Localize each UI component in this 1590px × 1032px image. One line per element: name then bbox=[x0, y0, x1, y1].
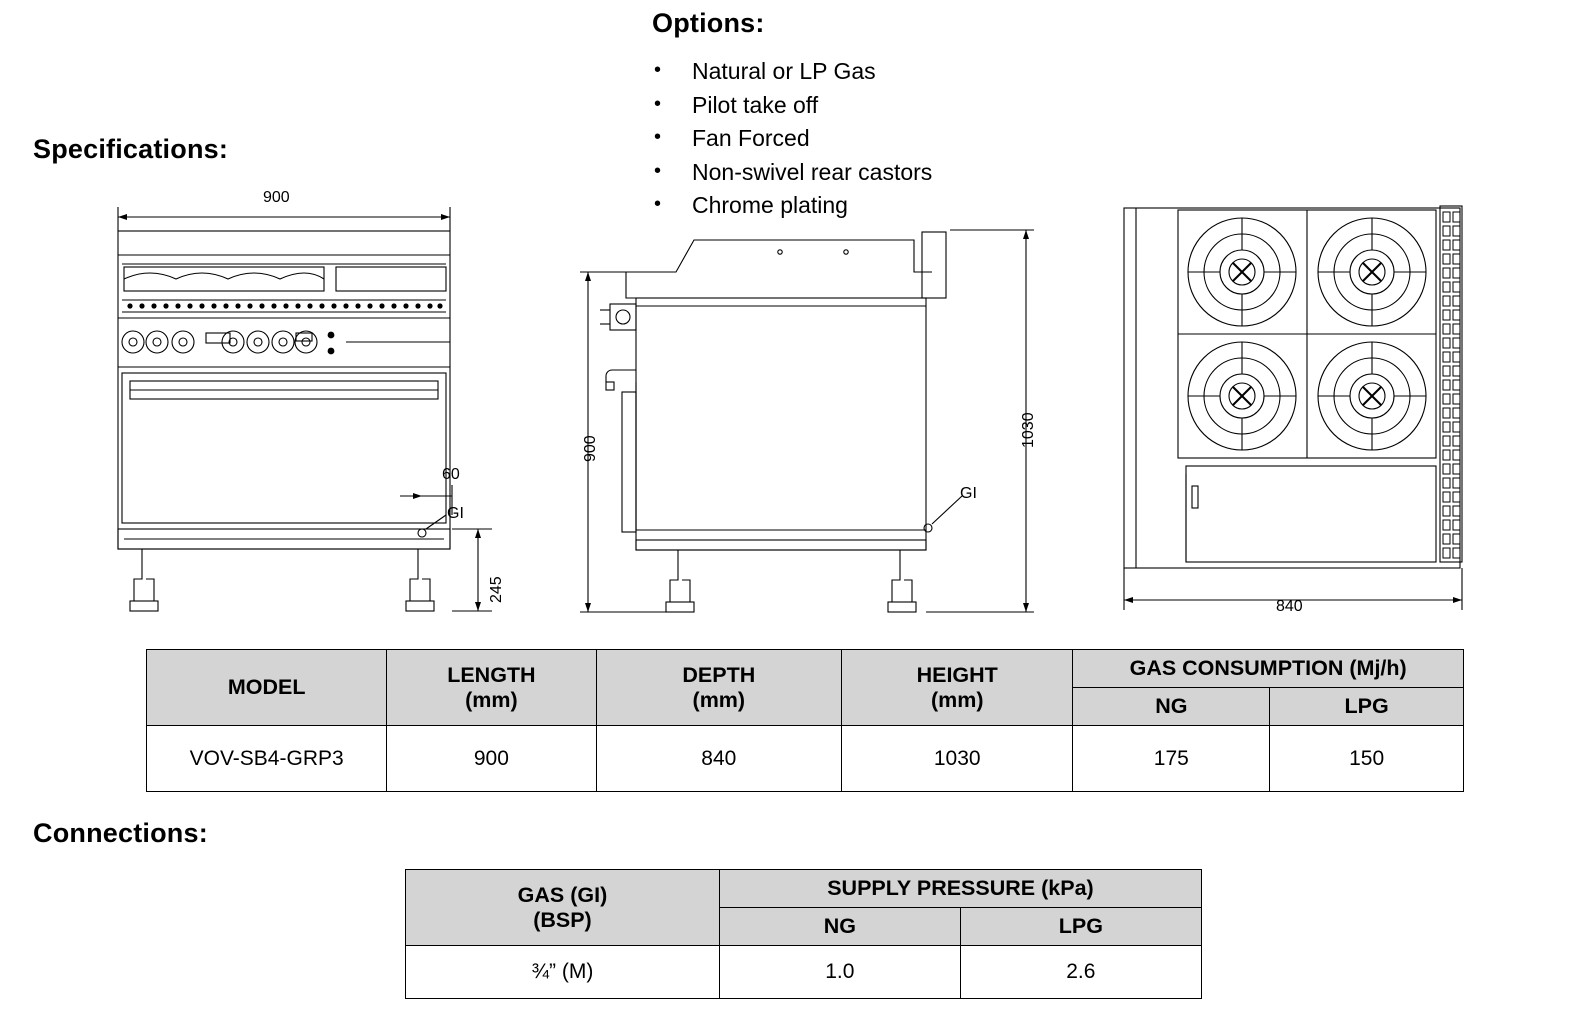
cell-length: 900 bbox=[387, 726, 596, 792]
header-depth bbox=[596, 650, 842, 726]
header-model: MODEL bbox=[147, 650, 387, 726]
header-depth-unit: (mm) bbox=[692, 687, 746, 712]
front-elevation-drawing bbox=[100, 185, 520, 640]
top-view-drawing bbox=[1110, 198, 1490, 628]
connections-table bbox=[405, 869, 1202, 999]
cell-depth: 840 bbox=[596, 726, 842, 792]
cell-ng: 175 bbox=[1073, 726, 1270, 792]
side-gas-connection-label: GI bbox=[960, 485, 977, 502]
cell-lpg: 150 bbox=[1270, 726, 1464, 792]
cell-height: 1030 bbox=[842, 726, 1073, 792]
list-item: • Natural or LP Gas bbox=[648, 55, 932, 89]
list-item: • Chrome plating bbox=[648, 189, 932, 223]
header-ng: NG bbox=[719, 908, 960, 946]
header-gas-consumption: GAS CONSUMPTION (Mj/h) bbox=[1073, 650, 1464, 688]
header-depth-text: DEPTH bbox=[682, 662, 756, 687]
table-row bbox=[406, 946, 1202, 999]
front-width-dimension: 900 bbox=[263, 189, 290, 206]
front-gas-connection-label: GI bbox=[447, 505, 464, 522]
cell-gas-size: ¾” (M) bbox=[406, 946, 720, 999]
front-offset-dimension: 60 bbox=[442, 466, 460, 483]
side-overall-height-dimension: 1030 bbox=[1020, 412, 1037, 448]
header-ng: NG bbox=[1073, 688, 1270, 726]
specifications-heading: Specifications: bbox=[33, 134, 229, 164]
front-leg-height-dimension: 245 bbox=[488, 576, 505, 603]
side-height-dimension: 900 bbox=[582, 435, 599, 462]
front-elevation-svg bbox=[100, 185, 520, 640]
options-heading: Options: bbox=[652, 8, 765, 38]
side-elevation-drawing bbox=[570, 200, 1050, 640]
header-height bbox=[842, 650, 1073, 726]
header-length bbox=[387, 650, 596, 726]
specifications-table bbox=[146, 649, 1464, 792]
cell-ng-pressure: 1.0 bbox=[719, 946, 960, 999]
header-height-text: HEIGHT bbox=[916, 662, 998, 687]
header-gas-connection bbox=[406, 870, 720, 946]
list-item: • Fan Forced bbox=[648, 122, 932, 156]
side-elevation-svg bbox=[570, 200, 1050, 640]
header-lpg: LPG bbox=[960, 908, 1201, 946]
header-height-unit: (mm) bbox=[930, 687, 984, 712]
top-depth-dimension: 840 bbox=[1276, 598, 1303, 615]
list-item: • Pilot take off bbox=[648, 89, 932, 123]
table-row bbox=[147, 726, 1464, 792]
header-lpg: LPG bbox=[1270, 688, 1464, 726]
header-gas-text: GAS (GI) bbox=[517, 882, 608, 907]
options-list bbox=[648, 55, 932, 223]
header-supply-pressure: SUPPLY PRESSURE (kPa) bbox=[719, 870, 1201, 908]
cell-lpg-pressure: 2.6 bbox=[960, 946, 1201, 999]
cell-model: VOV-SB4-GRP3 bbox=[147, 726, 387, 792]
table-header-row bbox=[406, 870, 1202, 908]
header-length-unit: (mm) bbox=[465, 687, 518, 712]
top-view-svg bbox=[1110, 198, 1490, 628]
list-item: • Non-swivel rear castors bbox=[648, 156, 932, 190]
header-gas-subtext: (BSP) bbox=[533, 907, 592, 932]
table-header-row bbox=[147, 650, 1464, 688]
connections-heading: Connections: bbox=[33, 818, 208, 848]
header-length-text: LENGTH bbox=[447, 662, 536, 687]
